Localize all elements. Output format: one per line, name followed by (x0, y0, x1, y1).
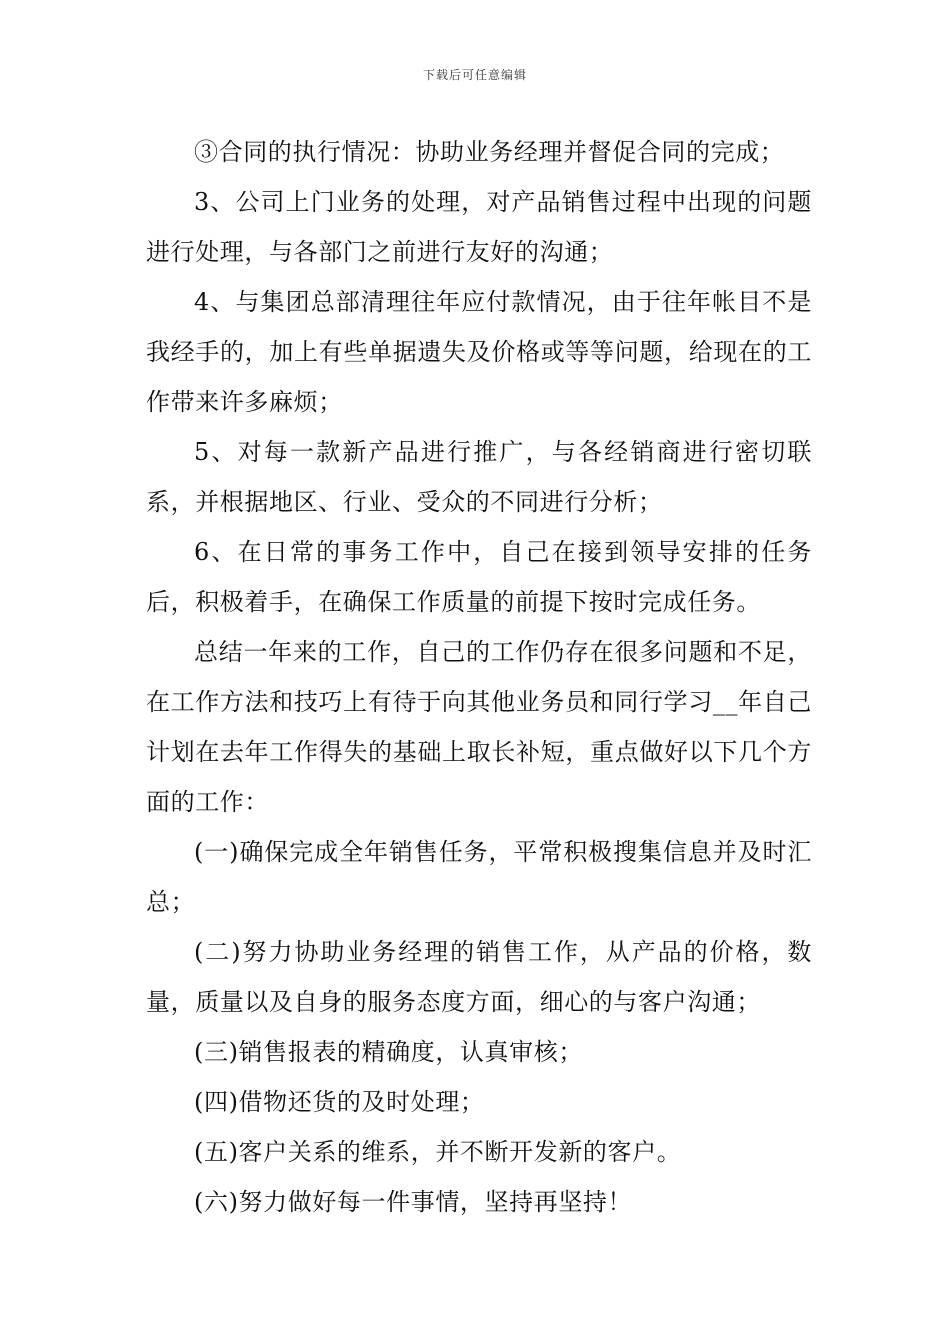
paragraph-plan-1: (一)确保完成全年销售任务，平常积极搜集信息并及时汇总； (146, 838, 812, 916)
paragraph-item-5: 5、对每一款新产品进行推广，与各经销商进行密切联系，并根据地区、行业、受众的不同进行分析； (146, 438, 812, 516)
paragraph-item-3: 3、公司上门业务的处理，对产品销售过程中出现的问题进行处理，与各部门之前进行友好的沟通； (146, 188, 812, 266)
paragraph-plan-4: (四)借物还货的及时处理； (194, 1088, 485, 1116)
page-header-note: 下载后可任意编辑 (422, 68, 527, 82)
paragraph-plan-2: (二)努力协助业务经理的销售工作，从产品的价格，数量，质量以及自身的服务态度方面，细心的与客户沟通； (146, 938, 812, 1016)
paragraph-plan-5: (五)客户关系的维系，并不断开发新的客户。 (194, 1138, 682, 1166)
paragraph-summary: 总结一年来的工作，自己的工作仍存在很多问题和不足，在工作方法和技巧上有待于向其他业务员和同行学习__年自己计划在去年工作得失的基础上取长补短，重点做好以下几个方面的工作： (146, 638, 812, 816)
paragraph-contract-execution: ③合同的执行情况：协助业务经理并督促合同的完成； (194, 138, 785, 166)
paragraph-plan-3: (三)销售报表的精确度，认真审核； (194, 1038, 583, 1066)
document-body (146, 127, 812, 1227)
paragraph-item-6: 6、在日常的事务工作中，自己在接到领导安排的任务后，积极着手，在确保工作质量的前提下按时完成任务。 (146, 538, 812, 616)
paragraph-plan-6: (六)努力做好每一件事情，坚持再坚持！ (194, 1188, 633, 1216)
paragraph-item-4: 4、与集团总部清理往年应付款情况，由于往年帐目不是我经手的，加上有些单据遗失及价格或等等问题，给现在的工作带来许多麻烦； (146, 288, 812, 416)
